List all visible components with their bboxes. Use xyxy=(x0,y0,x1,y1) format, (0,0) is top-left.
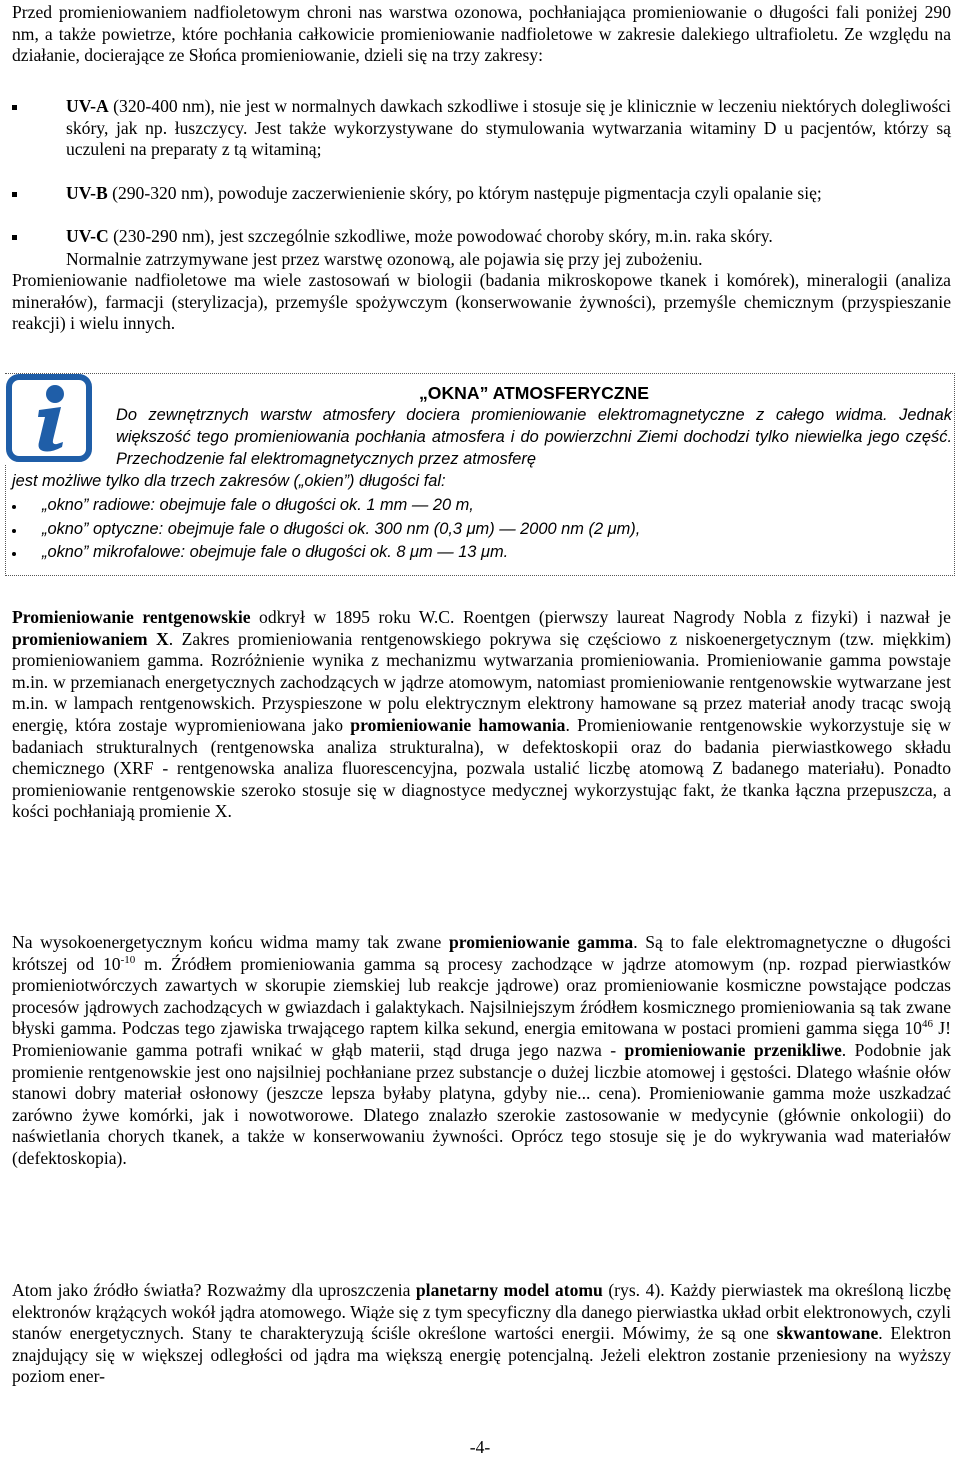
info-list-item: „okno” radiowe: obejmuje fale o długości ok. 1 mm — 20 m, xyxy=(12,494,912,516)
uv-b-term: UV-B xyxy=(66,183,108,203)
info-list-item: „okno” optyczne: obejmuje fale o długości ok. 300 nm (0,3 μm) — 2000 nm (2 μm), xyxy=(12,518,912,540)
uv-after-text: Normalnie zatrzymywane jest przez warstwę ozonową, ale pojawia się przy jej zubożeniu. xyxy=(66,249,703,269)
uv-a-bullet xyxy=(12,96,951,161)
info-list-item: „okno” mikrofalowe: obejmuje fale o długości ok. 8 μm — 13 μm. xyxy=(12,541,912,563)
gamma-paragraph: Na wysokoenergetycznym końcu widma mamy tak zwane promieniowanie gamma. Są to fale elektromagnetyczne o długości krótszej od $10^{-10}$ m. Źródłem promieniowania gamma są procesy zachodzące w jądrze atomowym (np. rozpad pierwiastków promieniotwórczych zawartych w skorupie ziemskiej lub reakcje jądrowe) oraz promieniowanie kosmiczne powstające podczas procesów jądrowych zachodzących w gwiazdach i galaktykach. Najsilniejszym źródłem kosmicznego promieniowania są tak zwane błyski gamma. Podczas tego zjawiska trwającego raptem kilka sekund, energia emitowana w postaci promieni gamma sięga $10^{46}$ J! Promieniowanie gamma potrafi wnikać w głąb materii, stąd druga jego nazwa - promieniowanie przenikliwe. Podobnie jak promienie rentgenowskie jest ono najsilniej pochłaniane przez substancje o dużej liczbie atomowej i gęstości. Dlatego właśnie ołów stanowi dobry materiał osłonowy (jeszcze lepsza byłaby platyna, gdyby nie... cena). Promieniowanie gamma może uszkadzać zarówno żywe komórki, jak i nowotworowe. Dlatego znalazło szerokie zastosowanie w medycynie (głównie onkologii) do naświetlania chorych tkanek, a także w konserwowaniu żywności. Oprócz tego stosuje się je do wykrywania wad materiałów (defektoskopia). xyxy=(12,932,951,1168)
page-number: -4- xyxy=(469,1437,491,1457)
info-box-text: Do zewnętrznych warstw atmosfery dociera promieniowanie elektromagnetyczne z całego widma. Jednak większość tego promieniowania pochłania atmosfera i do powierzchni Ziemi dochodzi tylko niewielka jego część. Przechodzenie fal elektromagnetycznych przez atmosferę xyxy=(116,406,952,468)
uv-b-bullet xyxy=(12,183,951,205)
uv-c-text: (230-290 nm), jest szczególnie szkodliwe, może powodować choroby skóry, m.in. raka skóry. xyxy=(108,226,773,246)
square-bullet-icon xyxy=(12,105,17,110)
xray-paragraph: Promieniowanie rentgenowskie odkrył w 1895 roku W.C. Roentgen (pierwszy laureat Nagrody Nobla z fizyki) i nazwał je promieniowaniem X. Zakres promieniowania rentgenowskiego pokrywa się częściowo z niskoenergetycznym (tzw. miękkim) promieniowaniem gamma. Rozróżnienie wynika z mechanizmu wytwarzania promieniowania. Promieniowanie gamma powstaje m.in. w przemianach energetycznych zachodzących w jądrze atomowym, natomiast promieniowanie rentgenowskie wytwarzane jest m.in. w lampach rentgenowskich. Przyspieszone w polu elektrycznym elektrony hamowane są przez materiał anody tracąc swoją energię, która zostaje wypromieniowana jako promieniowanie hamowania. Promieniowanie rentgenowskie wykorzystuje się w badaniach strukturalnych (rentgenowska analiza strukturalna), w defektoskopii oraz do badania pierwiastkowego składu chemicznego (XRF - rentgenowska analiza fluorescencyjna, pozwala ustalić liczbę atomową Z badanego materiału). Ponadto promieniowanie rentgenowskie szeroko stosuje się w diagnostyce medycznej wykorzystując fakt, że tkanka łączna przepuszcza, a kości pochłaniają promienie X. xyxy=(12,607,951,822)
uv-a-text: (320-400 nm), nie jest w normalnych dawkach szkodliwe i stosuje się je klinicznie w leczeniu niektórych dolegliwości skóry, jak np. łuszczycy. Jest także wykorzystywane do stymulowania wytwarzania witaminy D u pacjentów, którzy są uczuleni na preparaty z tą witaminą; xyxy=(66,96,951,160)
dot-bullet-icon xyxy=(12,529,16,533)
uv-a-term: UV-A xyxy=(66,96,109,116)
uv-b-text: (290-320 nm), powoduje zaczerwienienie skóry, po którym następuje pigmentacja czyli opalanie się; xyxy=(107,183,822,203)
dot-bullet-icon xyxy=(12,552,16,556)
info-box-title: „OKNA” ATMOSFERYCZNE xyxy=(418,383,649,403)
square-bullet-icon xyxy=(12,192,17,197)
uv-uses-paragraph: Promieniowanie nadfioletowe ma wiele zastosowań w biologii (badania mikroskopowe tkanek i komórek), mineralogii (analiza minerałów), farmacji (sterylizacja), przemyśle spożywczym (konserwowanie żywności), przemyśle chemicznym (przyspieszanie reakcji) i wielu innych. xyxy=(12,270,951,334)
intro-paragraph: Przed promieniowaniem nadfioletowym chroni nas warstwa ozonowa, pochłaniająca promieniowanie o długości fali poniżej 290 nm, a także powietrze, które pochłania całkowicie promieniowanie nadfioletowe w zakresie dalekiego ultrafioletu. Ze względu na działanie, docierające ze Słońca promieniowanie, dzieli się na trzy zakresy: xyxy=(12,2,951,66)
info-icon xyxy=(5,374,97,464)
atom-paragraph: Atom jako źródło światła? Rozważmy dla uproszczenia planetarny model atomu (rys. 4). Każdy pierwiastek ma określoną liczbę elektronów krążących wokół jądra atomowego. Wiąże się z tym specyficzny dla danego pierwiastka układ orbit elektronowych, czyli stanów energetycznych. Stany te charakteryzują ściśle określone wartości energii. Mówimy, że są one skwantowane. Elektron znajdujący się w większej odległości od jądra ma większą energię potencjalną. Jeżeli elektron zostanie przeniesiony na wyższy poziom ener- xyxy=(12,1280,952,1387)
dot-bullet-icon xyxy=(12,505,16,509)
info-box-text-continued: jest możliwe tylko dla trzech zakresów („okien”) długości fal: xyxy=(12,472,446,490)
square-bullet-icon xyxy=(12,235,17,240)
uv-c-term: UV-C xyxy=(66,226,109,246)
uv-c-bullet xyxy=(12,226,951,248)
